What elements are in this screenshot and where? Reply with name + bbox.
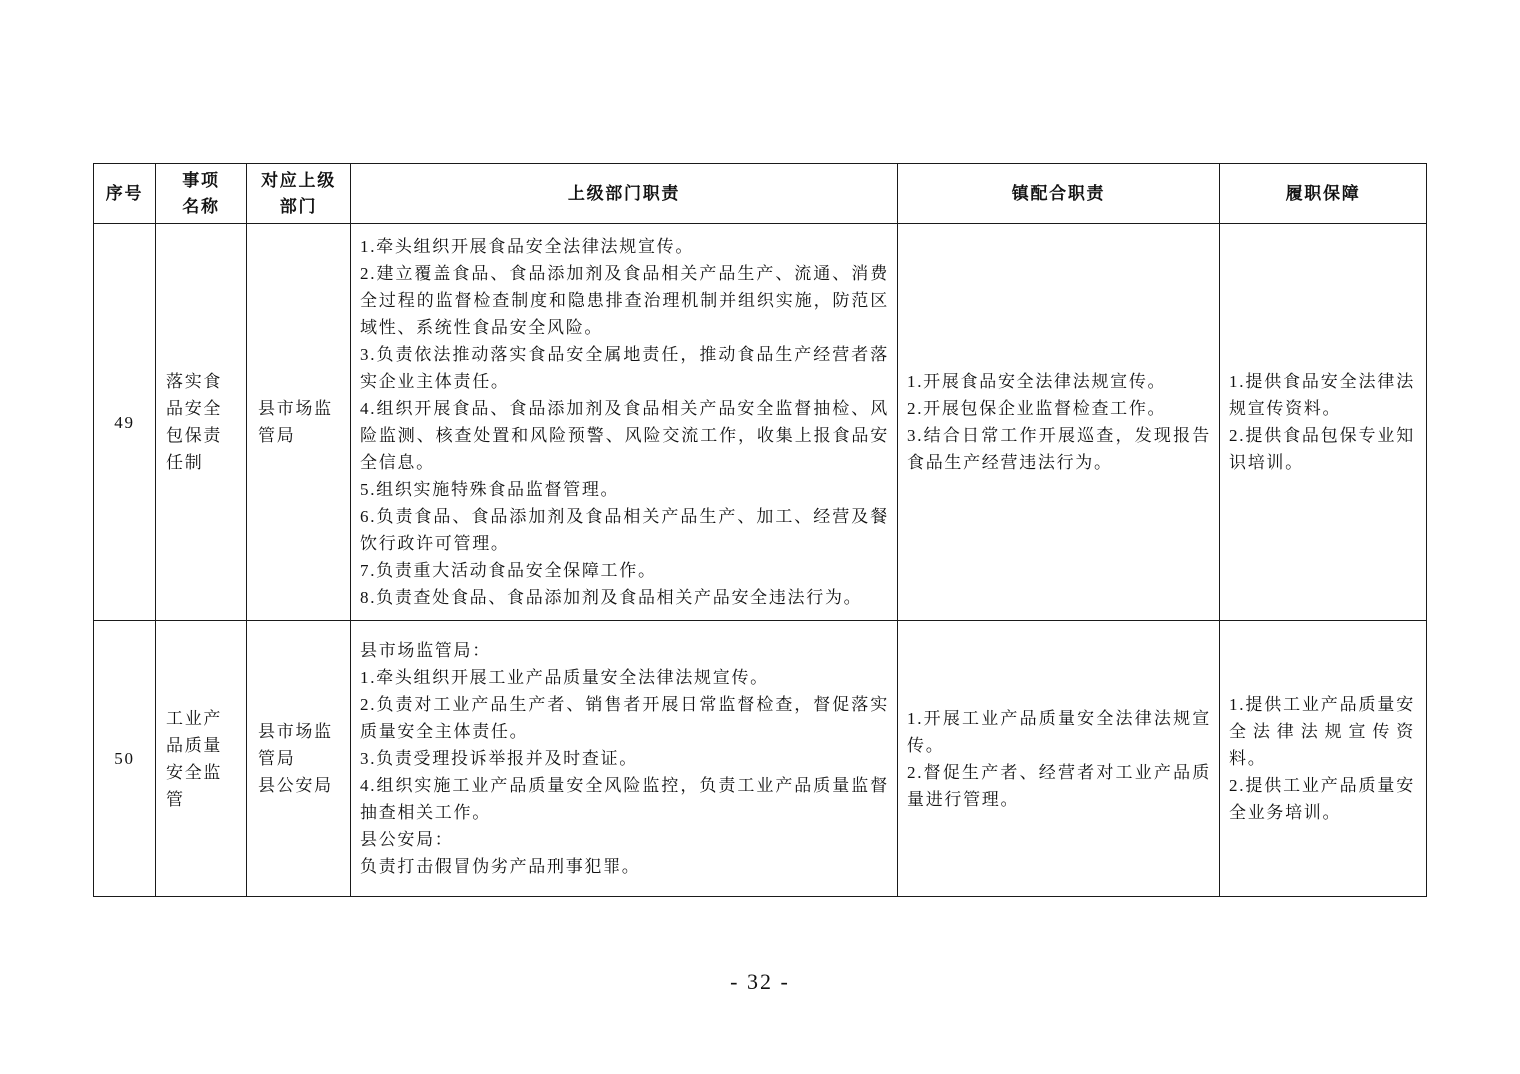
duty-table [93,163,1427,897]
duty-section-label: 县公安局： [360,830,454,849]
duty-item: 4.组织实施工业产品质量安全风险监控，负责工业产品质量监督抽查相关工作。 [360,776,889,822]
header-seq: 序号 [94,164,156,224]
town-duty-item: 1.开展食品安全法律法规宣传。 [907,372,1167,391]
duty-item: 4.组织开展食品、食品添加剂及食品相关产品安全监督抽检、风险监测、核查处置和风险预警、风险交流工作，收集上报食品安全信息。 [360,399,889,472]
guarantee-item: 1.提供食品安全法律法规宣传资料。 [1229,372,1415,418]
table-header-row [94,164,1427,224]
seq-cell: 50 [94,621,156,897]
header-superior-dept-label: 对应上级部门 [261,170,336,216]
duty-item: 3.负责依法推动落实食品安全属地责任，推动食品生产经营者落实企业主体责任。 [360,345,889,391]
town-duty-item: 2.督促生产者、经营者对工业产品质量进行管理。 [907,762,1211,809]
guarantee-item: 1.提供工业产品质量安全法律法规宣传资料。 [1229,695,1415,768]
town-duty-item: 2.开展包保企业监督检查工作。 [907,399,1167,418]
header-superior-duties: 上级部门职责 [351,164,898,224]
header-guarantee: 履职保障 [1220,164,1427,224]
town-duties-cell [898,224,1220,621]
guarantee-cell [1220,224,1427,621]
guarantee-cell [1220,621,1427,897]
item-name-cell: 落实食品安全包保责任制 [156,224,247,621]
duty-item: 负责打击假冒伪劣产品刑事犯罪。 [360,857,641,876]
duty-item: 3.负责受理投诉举报并及时查证。 [360,749,638,768]
duty-item: 2.负责对工业产品生产者、销售者开展日常监督检查，督促落实质量安全主体责任。 [360,695,889,741]
seq-cell: 49 [94,224,156,621]
town-duty-item: 3.结合日常工作开展巡查，发现报告食品生产经营违法行为。 [907,426,1211,472]
dept-line: 县公安局 [258,776,333,795]
superior-duties-cell [351,621,898,897]
header-superior-dept [247,164,351,224]
header-item-name [156,164,247,224]
superior-dept-cell [247,224,351,621]
duty-item: 1.牵头组织开展食品安全法律法规宣传。 [360,237,695,256]
guarantee-item: 2.提供工业产品质量安全业务培训。 [1229,776,1415,822]
duty-item: 5.组织实施特殊食品监督管理。 [360,480,620,499]
dept-line: 县市场监管局 [258,399,333,445]
town-duty-item: 1.开展工业产品质量安全法律法规宣传。 [907,708,1211,755]
duty-item: 2.建立覆盖食品、食品添加剂及食品相关产品生产、流通、消费全过程的监督检查制度和隐患排查治理机制并组织实施，防范区域性、系统性食品安全风险。 [360,264,889,337]
duty-item: 1.牵头组织开展工业产品质量安全法律法规宣传。 [360,668,769,687]
town-duties-cell [898,621,1220,897]
superior-duties-cell [351,224,898,621]
table-row [94,621,1427,897]
duty-item: 8.负责查处食品、食品添加剂及食品相关产品安全违法行为。 [360,588,863,607]
duty-item: 6.负责食品、食品添加剂及食品相关产品生产、加工、经营及餐饮行政许可管理。 [360,507,889,553]
item-name-cell: 工业产品质量安全监管 [156,621,247,897]
duty-item: 7.负责重大活动食品安全保障工作。 [360,561,657,580]
header-item-name-label: 事项名称 [182,170,220,216]
dept-line: 县市场监管局 [258,722,333,768]
page-number: - 32 - [730,969,790,994]
table-row [94,224,1427,621]
header-town-duties: 镇配合职责 [898,164,1220,224]
duty-section-label: 县市场监管局： [360,641,491,660]
guarantee-item: 2.提供食品包保专业知识培训。 [1229,426,1415,472]
superior-dept-cell [247,621,351,897]
